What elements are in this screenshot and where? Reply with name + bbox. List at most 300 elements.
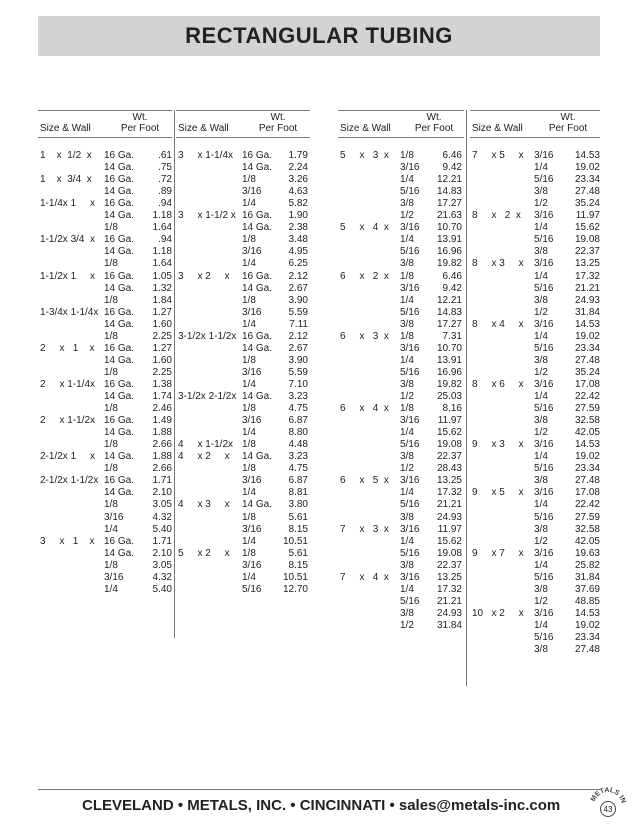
table-row [176,499,310,511]
table-row [176,210,310,222]
wall-cell: 16 Ga. [104,415,135,427]
weight-cell: 1.32 [152,282,172,294]
wall-cell: 1/8 [242,511,256,523]
wall-cell: 5/16 [534,342,554,354]
size-cell: 3 x 1-1/4x [178,150,234,161]
wall-cell: 16 Ga. [242,270,273,282]
wall-cell: 3/8 [400,198,414,210]
table-row [38,548,172,560]
table-row [38,295,172,307]
wall-cell: 1/8 [104,559,118,571]
weight-cell: 4.95 [288,246,308,258]
table-row [338,283,464,295]
wall-cell: 3/16 [534,547,554,559]
wall-cell: 14 Ga. [242,222,273,234]
wall-cell: 14 Ga. [104,318,135,330]
table-row [470,319,600,331]
wall-cell: 16 Ga. [104,270,135,282]
size-cell: 9 x 7 x [472,547,524,559]
wall-cell: 1/2 [400,210,414,222]
table-row [176,536,310,548]
wall-cell: 1/4 [400,294,414,306]
table-row [338,415,464,427]
weight-cell: 23.34 [574,463,600,475]
table-row [38,246,172,258]
weight-cell: 1.71 [152,475,172,487]
table-row [176,283,310,295]
weight-cell: 13.25 [574,258,600,270]
wall-cell: 1/4 [242,427,256,439]
table-row [38,475,172,487]
weight-cell: 11.97 [575,210,600,222]
weight-cell: 19.63 [574,547,600,559]
table-row [338,499,464,511]
table-row [38,512,172,524]
weight-cell: 24.93 [574,294,600,306]
table-row [176,475,310,487]
table-row [338,620,464,632]
size-cell: 5 x 2 x [178,547,230,559]
wall-cell: 14 Ga. [242,391,273,402]
weight-cell: 14.53 [574,318,600,330]
wall-cell: 1/4 [242,571,256,583]
weight-cell: .94 [158,198,172,210]
table-row [470,246,600,258]
weight-cell: 22.37 [436,451,462,463]
size-cell: 6 x 3 x [340,330,389,342]
weight-cell: 1.88 [152,451,172,463]
table-row [338,596,464,608]
weight-cell: 3.05 [152,499,172,511]
table-row [338,608,464,620]
title-bar [38,16,600,56]
size-cell: 8 x 3 x [472,258,524,270]
wall-cell: 14 Ga. [104,162,135,174]
header-per-foot: Per Foot [120,123,160,134]
wall-cell: 14 Ga. [104,487,135,499]
wall-cell: 1/8 [400,330,414,342]
wall-cell: 1/4 [534,162,548,174]
table-row [470,439,600,451]
weight-cell: 3.05 [152,559,172,571]
weight-cell: 17.32 [436,583,462,595]
table-row [338,487,464,499]
table-row [338,222,464,234]
size-cell: 3 x 1 x [40,535,95,547]
table-row [176,162,310,174]
weight-cell: 1.64 [152,222,172,234]
weight-cell: 8.16 [442,403,462,415]
table-row [38,415,172,427]
size-cell: 5 x 4 x [340,222,389,234]
wall-cell: 3/8 [534,186,548,198]
wall-cell: 5/16 [242,583,262,595]
weight-cell: 13.91 [436,354,462,366]
wall-cell: 1/2 [400,463,414,475]
weight-cell: 9.42 [442,282,462,294]
size-cell: 8 x 4 x [472,318,524,330]
wall-cell: 3/16 [534,258,554,270]
wall-cell: 1/8 [400,270,414,282]
wall-cell: 16 Ga. [104,234,135,246]
column-header [338,110,464,138]
size-cell: 1-1/2x 1 x [40,270,96,282]
header-weight [536,111,600,137]
size-cell: 3-1/2x 1-1/2x [178,330,237,342]
wall-cell: 14 Ga. [242,342,273,354]
wall-cell: 3/16 [534,487,554,499]
weight-cell: 16.96 [436,366,462,378]
wall-cell: 16 Ga. [104,342,135,354]
wall-cell: 3/16 [400,475,420,487]
table-row [38,162,172,174]
wall-cell: 3/8 [534,246,548,258]
wall-cell: 1/8 [242,294,256,306]
table-row [470,258,600,270]
wall-cell: 3/8 [400,451,414,463]
wall-cell: 14 Ga. [104,186,135,198]
wall-cell: 3/16 [104,571,124,583]
table-row [38,536,172,548]
weight-cell: 7.31 [442,330,462,342]
table-row [176,512,310,524]
wall-cell: 1/2 [400,391,414,402]
wall-cell: 3/16 [534,150,554,161]
header-size-wall: Size & Wall [472,123,523,134]
table-row [470,355,600,367]
weight-cell: 5.59 [288,366,308,378]
size-cell: 3 x 2 x [178,270,230,282]
size-cell: 6 x 5 x [340,475,389,487]
weight-cell: 14.83 [436,306,462,318]
wall-cell: 5/16 [400,246,420,258]
weight-cell: 17.27 [436,198,462,210]
weight-cell: 8.81 [288,487,308,499]
table-row [470,295,600,307]
wall-cell: 1/4 [534,499,548,511]
weight-cell: 1.49 [152,415,172,427]
weight-cell: 13.25 [436,475,462,487]
weight-cell: 2.66 [152,463,172,475]
size-cell: 1-1/2x 3/4 x [40,234,96,246]
wall-cell: 3/8 [534,644,548,656]
weight-cell: 23.34 [574,632,600,643]
weight-cell: 1.74 [152,391,172,402]
wall-cell: 1/4 [242,378,256,390]
table-row [38,210,172,222]
table-row [38,186,172,198]
table-row [176,451,310,463]
logo-text: METALS IN [589,786,627,805]
weight-cell: 27.48 [574,644,600,656]
wall-cell: 3/8 [534,583,548,595]
weight-cell: 9.42 [442,162,462,174]
page-title: RECTANGULAR TUBING [185,23,453,48]
size-cell: 1-3/4x 1-1/4x [40,306,99,318]
table-row [176,319,310,331]
table-row [338,246,464,258]
table-row [38,499,172,511]
weight-cell: 48.85 [574,595,600,607]
size-cell: 5 x 3 x [340,150,389,161]
weight-cell: 2.67 [288,282,308,294]
size-cell: 2 x 1-1/4x [40,378,96,390]
wall-cell: 14 Ga. [104,391,135,402]
wall-cell: 3/16 [534,318,554,330]
weight-cell: 15.62 [574,222,600,234]
wall-cell: 1/4 [400,427,414,439]
table-row [338,548,464,560]
wall-cell: 16 Ga. [104,198,135,210]
weight-cell: 19.82 [436,258,462,270]
wall-cell: 3/8 [400,378,414,390]
wall-cell: 3/16 [242,415,262,427]
wall-cell: 5/16 [400,547,420,559]
table-row [470,596,600,608]
wall-cell: 3/16 [242,246,262,258]
table-row [176,150,310,162]
table-row [470,307,600,319]
wall-cell: 1/2 [534,595,548,607]
table-row [176,222,310,234]
weight-cell: 2.10 [152,547,172,559]
wall-cell: 1/8 [104,403,118,415]
wall-cell: 16 Ga. [104,378,135,390]
table-row [470,487,600,499]
table-row [176,415,310,427]
weight-cell: 8.15 [288,559,308,571]
table-row [176,572,310,584]
wall-cell: 3/8 [534,354,548,366]
table-row [338,403,464,415]
weight-cell: 1.38 [152,378,172,390]
weight-cell: 3.90 [288,354,308,366]
size-cell: 9 x 3 x [472,439,524,451]
wall-cell: 14 Ga. [242,282,273,294]
table-row [338,475,464,487]
column-divider [174,110,175,638]
wall-cell: 5/16 [534,632,554,643]
table-row [338,295,464,307]
table-column [176,110,310,595]
table-row [176,584,310,596]
table-row [470,475,600,487]
table-row [176,379,310,391]
wall-cell: 1/4 [534,391,548,402]
table-row [338,439,464,451]
weight-cell: 42.05 [574,427,600,439]
size-cell: 2 x 1-1/2x [40,415,96,427]
table-row [38,198,172,210]
table-row [470,174,600,186]
weight-cell: 12.21 [436,294,462,306]
weight-cell: 5.61 [288,511,308,523]
table-row [176,391,310,403]
wall-cell: 3/8 [400,318,414,330]
table-row [38,439,172,451]
weight-cell: 22.37 [574,246,600,258]
table-row [38,427,172,439]
size-cell: 10 x 2 x [472,607,524,619]
weight-cell: 3.90 [288,294,308,306]
wall-cell: 1/8 [104,499,118,511]
table-row [470,210,600,222]
footer-divider [38,789,600,790]
weight-cell: 1.27 [152,342,172,354]
wall-cell: 1/2 [534,306,548,318]
weight-cell: 2.38 [288,222,308,234]
wall-cell: 1/4 [400,583,414,595]
wall-cell: 14 Ga. [104,354,135,366]
weight-cell: .61 [158,150,172,161]
wall-cell: 3/16 [400,162,420,174]
table-row [38,307,172,319]
wall-cell: 1/4 [242,535,256,547]
table-row [338,463,464,475]
table-row [176,331,310,343]
weight-cell: 32.58 [574,523,600,535]
weight-cell: 5.40 [152,523,172,535]
weight-cell: 3.26 [288,174,308,186]
weight-cell: 19.08 [574,234,600,246]
wall-cell: 1/4 [400,487,414,499]
table-row [38,391,172,403]
size-cell: 2 x 1 x [40,342,95,354]
table-row [338,427,464,439]
wall-cell: 1/4 [534,451,548,463]
table-row [470,186,600,198]
table-row [338,584,464,596]
table-row [470,584,600,596]
weight-cell: 1.88 [152,427,172,439]
table-row [470,536,600,548]
table-row [38,367,172,379]
table-row [470,560,600,572]
table-row [338,536,464,548]
wall-cell: 1/8 [400,150,414,161]
footer-contact: CLEVELAND • METALS, INC. • CINCINNATI • sales@metals-inc.com [82,797,561,814]
table-row [338,319,464,331]
table-row [470,512,600,524]
wall-cell: 5/16 [534,571,554,583]
wall-cell: 3/16 [400,342,420,354]
header-weight [108,111,172,137]
wall-cell: 3/16 [242,559,262,571]
table-row [176,174,310,186]
weight-cell: 21.63 [436,210,462,222]
table-row [38,222,172,234]
table-row [470,234,600,246]
size-cell: 1-1/4x 1 x [40,198,96,210]
table-row [470,548,600,560]
table-row [176,367,310,379]
table-row [470,608,600,620]
wall-cell: 3/16 [400,282,420,294]
table-row [338,331,464,343]
table-row [176,271,310,283]
weight-cell: 11.97 [437,415,462,427]
table-row [176,524,310,536]
table-row [470,283,600,295]
column-header [38,110,172,138]
wall-cell: 14 Ga. [242,451,273,463]
weight-cell: 3.23 [288,391,308,402]
weight-cell: 4.63 [288,186,308,198]
table-row [338,271,464,283]
table-row [470,162,600,174]
wall-cell: 5/16 [400,499,420,511]
table-row [38,258,172,270]
table-row [470,463,600,475]
wall-cell: 1/8 [242,234,256,246]
table-row [338,234,464,246]
table-column [338,110,464,631]
weight-cell: 3.23 [288,451,308,463]
wall-cell: 1/4 [534,619,548,631]
wall-cell: 3/8 [400,511,414,523]
wall-cell: 1/4 [534,330,548,342]
weight-cell: 14.53 [574,150,600,161]
weight-cell: 28.43 [436,463,462,475]
weight-cell: 24.93 [436,511,462,523]
wall-cell: 1/4 [400,354,414,366]
weight-cell: 5.40 [152,583,172,595]
weight-cell: 27.48 [574,186,600,198]
weight-cell: 6.46 [442,270,462,282]
header-wt: Wt. [270,112,286,123]
wall-cell: 3/16 [400,523,420,535]
weight-cell: 1.84 [152,294,172,306]
wall-cell: 1/4 [242,487,256,499]
weight-cell: 22.42 [574,499,600,511]
weight-cell: 27.48 [574,475,600,487]
weight-cell: 17.27 [436,318,462,330]
wall-cell: 1/8 [104,463,118,475]
weight-cell: 17.08 [574,487,600,499]
weight-cell: 4.32 [152,571,172,583]
wall-cell: 16 Ga. [104,306,135,318]
wall-cell: 1/2 [534,198,548,210]
wall-cell: 14 Ga. [242,499,273,511]
weight-cell: 27.59 [574,511,600,523]
weight-cell: 1.05 [152,270,172,282]
header-per-foot: Per Foot [548,123,588,134]
weight-cell: 1.27 [152,306,172,318]
weight-cell: 10.51 [282,535,308,547]
wall-cell: 16 Ga. [242,150,273,161]
table-row [470,343,600,355]
size-cell: 4 x 3 x [178,499,230,511]
weight-cell: 2.10 [152,487,172,499]
weight-cell: 37.69 [574,583,600,595]
wall-cell: 16 Ga. [104,475,135,487]
wall-cell: 3/16 [242,523,262,535]
wall-cell: 1/4 [534,270,548,282]
weight-cell: 22.42 [574,391,600,402]
wall-cell: 1/4 [242,318,256,330]
wall-cell: 5/16 [400,595,420,607]
weight-cell: .89 [158,186,172,198]
table-row [470,150,600,162]
wall-cell: 16 Ga. [242,210,273,222]
table-row [176,246,310,258]
wall-cell: 3/16 [534,607,554,619]
table-column [38,110,172,595]
table-row [38,355,172,367]
weight-cell: 19.08 [436,439,462,451]
weight-cell: 5.61 [288,547,308,559]
weight-cell: 1.60 [152,354,172,366]
